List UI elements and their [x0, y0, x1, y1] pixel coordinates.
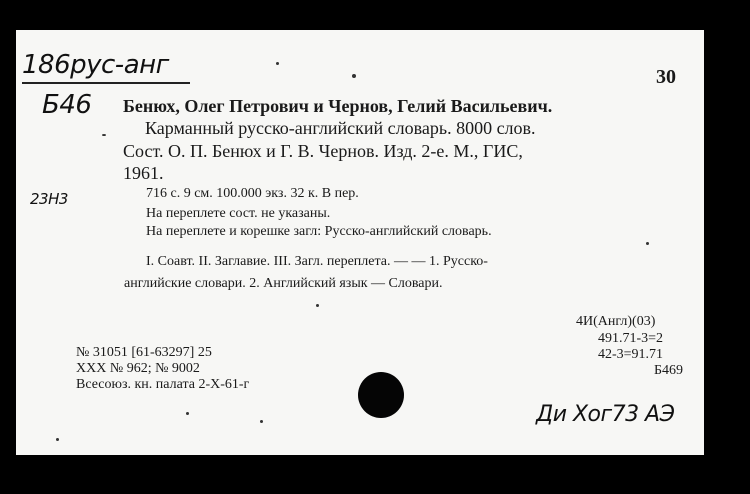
handwritten-classification: 186рус-анг	[22, 50, 169, 80]
handwritten-underline	[22, 82, 190, 84]
author-heading: Бенюх, Олег Петрович и Чернов, Гелий Васильевич.	[123, 96, 553, 116]
record-series: XXX № 962; № 9002	[76, 361, 200, 376]
ink-speck	[352, 74, 356, 78]
classification-udc: 4И(Англ)(03)	[576, 314, 656, 329]
catalog-card	[16, 30, 704, 455]
card-number: 30	[656, 66, 676, 88]
ink-speck	[276, 62, 279, 65]
ink-speck	[316, 304, 319, 307]
shelfmark-handwritten: Б46	[42, 90, 92, 120]
note-compilers: На переплете сост. не указаны.	[146, 206, 331, 221]
tracings-line-2: английские словари. 2. Английский язык — Словари.	[124, 276, 443, 291]
collation: 716 с. 9 см. 100.000 экз. 32 к. В пер.	[146, 186, 359, 201]
punch-hole	[358, 372, 404, 418]
ink-speck	[646, 242, 649, 245]
title-line-2: Сост. О. П. Бенюх и Г. В. Чернов. Изд. 2-е. М., ГИС,	[123, 141, 523, 161]
ink-speck	[102, 134, 106, 136]
title-line-1: Карманный русско-английский словарь. 8000 слов.	[145, 118, 536, 138]
note-binding-title: На переплете и корешке загл: Русско-английский словарь.	[146, 224, 492, 239]
record-number: № 31051 [61-63297] 25	[76, 345, 212, 360]
issuer-line: Всесоюз. кн. палата 2-X-61-г	[76, 377, 250, 392]
ink-speck	[260, 420, 263, 423]
ink-speck	[56, 438, 59, 441]
title-line-3: 1961.	[123, 163, 164, 183]
ink-speck	[186, 412, 189, 415]
classification-line-2: 491.71-3=2	[598, 331, 664, 346]
author-mark: Б469	[654, 363, 684, 378]
handwritten-bottom-note: Ди Хог73 АЭ	[536, 402, 675, 427]
classification-line-3: 42-3=91.71	[598, 347, 664, 362]
handwritten-margin-note: 23Н3	[30, 190, 68, 208]
tracings-line-1: I. Соавт. II. Заглавие. III. Загл. переплета. — — 1. Русско-	[146, 254, 488, 269]
